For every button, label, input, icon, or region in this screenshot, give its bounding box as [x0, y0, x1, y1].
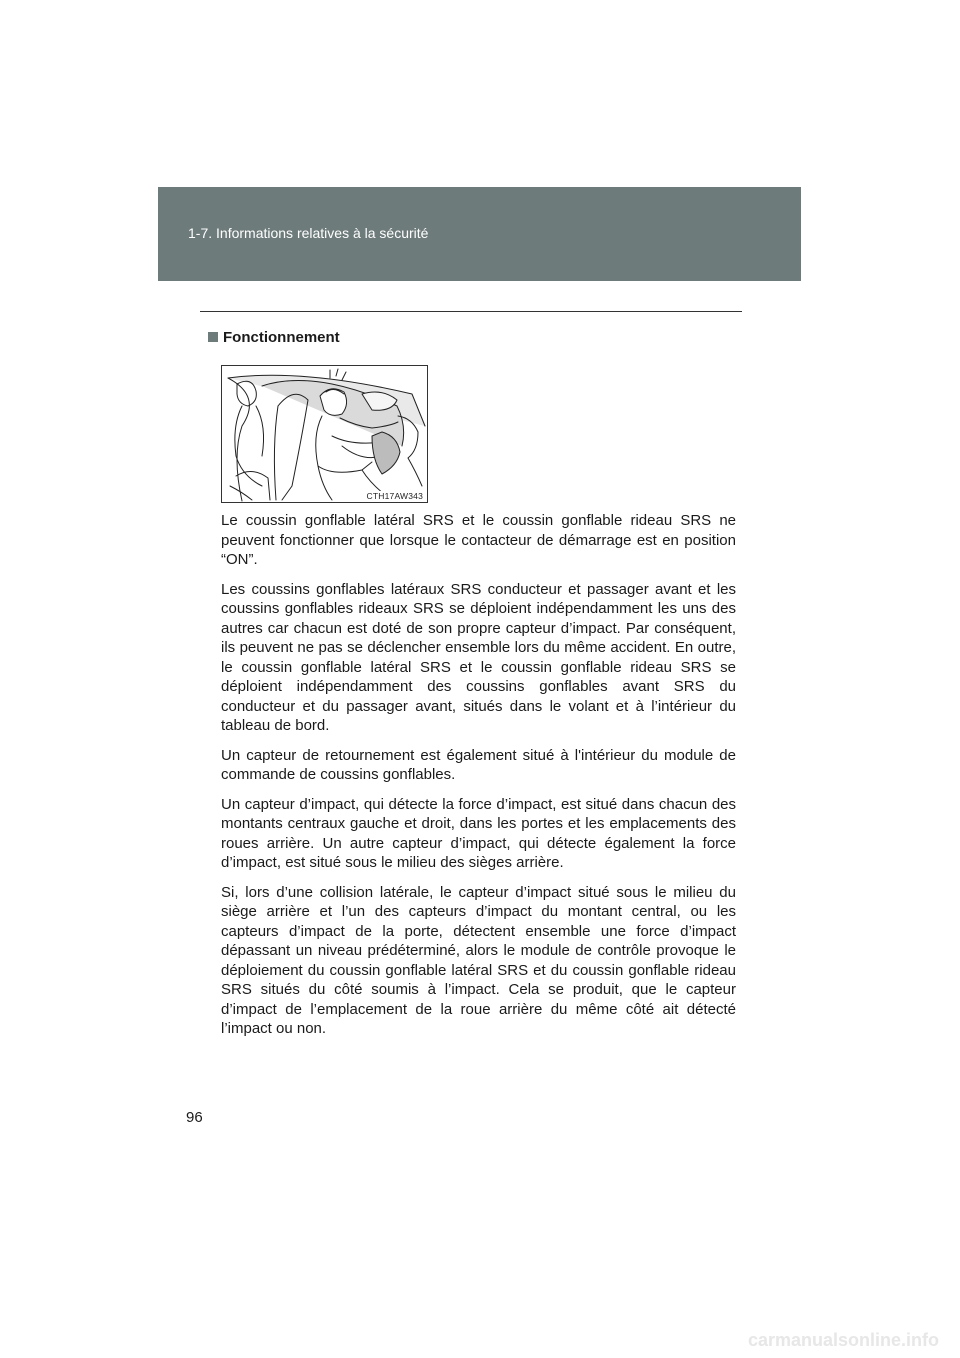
airbag-illustration-drawing [222, 366, 427, 502]
section-title: 1-7. Informations relatives à la sécurité [188, 225, 429, 241]
airbag-illustration [221, 365, 428, 503]
paragraph-activation: Le coussin gonflable latéral SRS et le coussin gonflable rideau SRS ne peuvent fonctionner que lorsque le contacteur de démarrage est en position “ON”. [221, 512, 736, 568]
paragraph-impact-sensors: Un capteur d’impact, qui détecte la force d’impact, est situé dans chacun des montants centraux gauche et droit, dans les portes et les emplacements des roues arrière. Un autre capteur d’impact, qui détecte également la force d’impact, est situé sous le milieu des sièges arrière. [221, 795, 736, 871]
header-rule [200, 311, 742, 312]
section-header-band [158, 187, 801, 281]
paragraph-independent-deployment: Les coussins gonflables latéraux SRS conducteur et passager avant et les coussins gonflables rideaux SRS se déploient indépendamment les uns des autres car chacun est doté de son propre capteur d’impact. Par conséquent, ils peuvent ne pas se déclencher ensemble lors du même accident. En outre, le coussin gonflable latéral SRS et le coussin gonflable rideau SRS se déploient indépendamment des coussins gonflables avant SRS du conducteur et du passager avant, situés dans le volant et à l’intérieur du tableau de bord. [221, 580, 736, 734]
watermark: carmanualsonline.info [748, 1330, 940, 1350]
page-number: 96 [186, 1109, 203, 1126]
section-heading-label: Fonctionnement [223, 329, 340, 346]
paragraph-rollover-sensor: Un capteur de retournement est également situé à l'intérieur du module de commande de coussins gonflables. [221, 746, 736, 783]
body-text [221, 511, 736, 1049]
figure-code: CTH17AW343 [366, 491, 423, 501]
square-bullet-icon [208, 332, 218, 342]
section-heading [208, 329, 340, 346]
paragraph-side-collision: Si, lors d’une collision latérale, le capteur d’impact situé sous le milieu du siège arrière et l’un des capteurs d’impact du montant central, ou les capteurs d’impact de la porte, détectent ensemble une force d’impact dépassant un niveau prédéterminé, alors le module de contrôle provoque le déploiement du coussin gonflable latéral SRS et du coussin gonflable rideau SRS situés du côté soumis à l’impact. Cela se produit, que le capteur d’impact de l’emplacement de la roue arrière du même côté ait détecté l’impact ou non. [221, 883, 736, 1037]
